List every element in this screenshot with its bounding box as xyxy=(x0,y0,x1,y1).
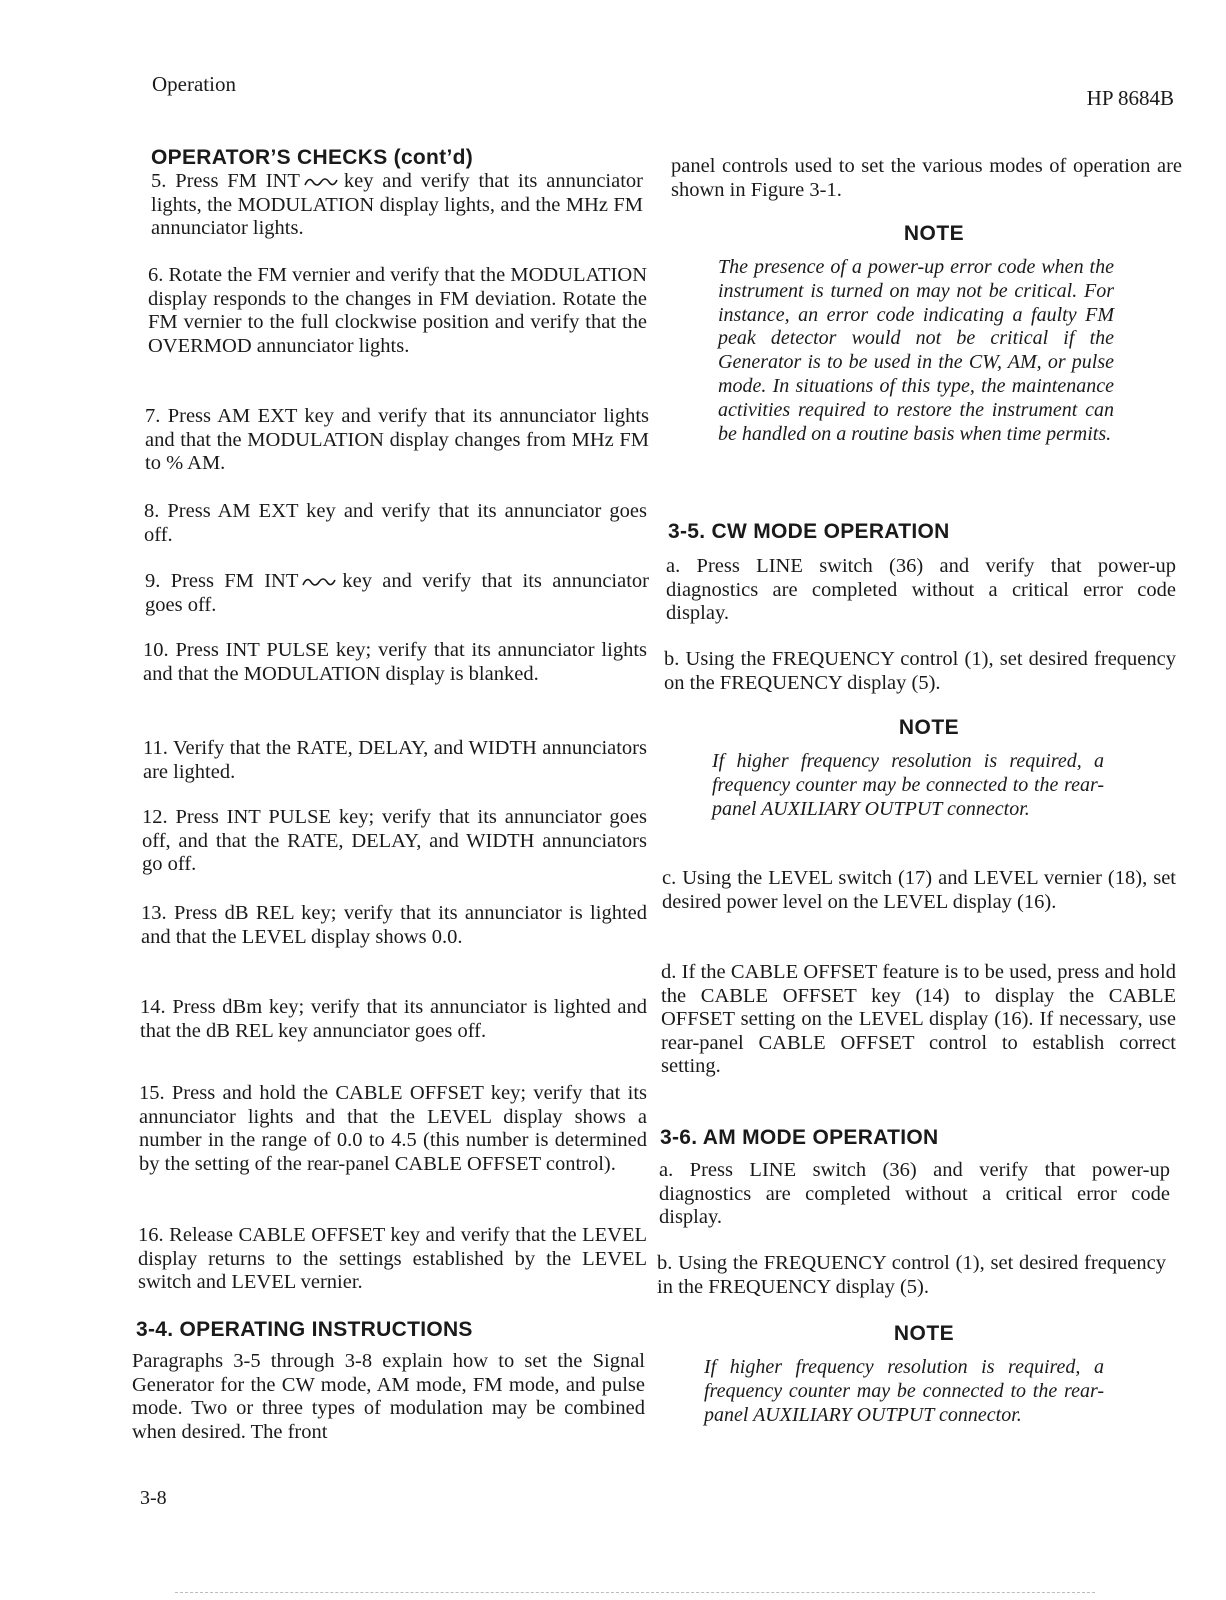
step-9-rest: key and verify that its annunciator goes off. xyxy=(145,570,649,616)
page-number: 3-8 xyxy=(140,1487,167,1509)
step-13: 13. Press dB REL key; verify that its annunciator is lighted and that the LEVEL display shows 0.0. xyxy=(141,902,647,948)
operating-instructions-paragraph: Paragraphs 3-5 through 3-8 explain how to set the Signal Generator for the CW mode, AM mode, FM mode, and pulse mode. Two or three types of modulation may be combined when desired. The front xyxy=(132,1350,645,1443)
note-2-body: If higher frequency resolution is required, a frequency counter may be connected to the rear-panel AUXILIARY OUTPUT connector. xyxy=(712,750,1104,820)
running-header-section: Operation xyxy=(152,72,236,96)
step-7: 7. Press AM EXT key and verify that its annunciator lights and that the MODULATION display changes from MHz FM to % AM. xyxy=(145,405,649,474)
step-5 xyxy=(151,170,643,241)
step-6: 6. Rotate the FM vernier and verify that the MODULATION display responds to the changes in FM deviation. Rotate the FM vernier to the full clockwise position and verify that the OVERMOD annunciator lights. xyxy=(148,264,647,357)
cw-step-b: b. Using the FREQUENCY control (1), set desired frequency on the FREQUENCY display (5). xyxy=(664,648,1176,694)
cw-step-a: a. Press LINE switch (36) and verify that power-up diagnostics are completed without a critical error code display. xyxy=(666,555,1176,624)
step-12: 12. Press INT PULSE key; verify that its annunciator goes off, and that the RATE, DELAY, and WIDTH annunciators go off. xyxy=(142,806,647,875)
note-3-title: NOTE xyxy=(893,1322,955,1345)
cw-step-d: d. If the CABLE OFFSET feature is to be used, press and hold the CABLE OFFSET key (14) to display the CABLE OFFSET setting on the LEVEL display (16). If necessary, use rear-panel CABLE OFFSET control to establish correct setting. xyxy=(661,961,1176,1077)
running-header-model: HP 8684B xyxy=(1086,86,1174,110)
am-mode-heading: 3-6. AM MODE OPERATION xyxy=(660,1126,939,1149)
note-1-title: NOTE xyxy=(903,222,965,245)
sine-wave-icon xyxy=(304,175,340,189)
note-3-body: If higher frequency resolution is required, a frequency counter may be connected to the rear-panel AUXILIARY OUTPUT connector. xyxy=(704,1356,1104,1426)
step-14: 14. Press dBm key; verify that its annunciator is lighted and that the dB REL key annunciator goes off. xyxy=(140,996,647,1042)
figure-reference-paragraph: panel controls used to set the various modes of operation are shown in Figure 3-1. xyxy=(671,155,1182,201)
note-2-title: NOTE xyxy=(898,716,960,739)
sine-wave-icon xyxy=(302,575,338,589)
step-16: 16. Release CABLE OFFSET key and verify that the LEVEL display returns to the settings established by the LEVEL switch and LEVEL vernier. xyxy=(138,1224,647,1293)
cw-mode-heading: 3-5. CW MODE OPERATION xyxy=(668,520,950,543)
operating-instructions-heading: 3-4. OPERATING INSTRUCTIONS xyxy=(136,1318,473,1341)
note-1-body: The presence of a power-up error code when the instrument is turned on may not be critical. For instance, an error code indicating a faulty FM peak detector would not be critical if the Generator is to be used in the CW, AM, or pulse mode. In situations of this type, the maintenance activities required to restore the instrument can be handled on a routine basis when time permits. xyxy=(718,256,1114,445)
step-9-lead: 9. Press FM INT xyxy=(145,570,299,592)
cw-step-c: c. Using the LEVEL switch (17) and LEVEL vernier (18), set desired power level on the LEVEL display (16). xyxy=(662,867,1176,913)
step-9 xyxy=(145,570,649,617)
am-step-b: b. Using the FREQUENCY control (1), set desired frequency in the FREQUENCY display (5). xyxy=(657,1252,1166,1298)
scan-edge-rule xyxy=(175,1592,1095,1593)
step-5-lead: 5. Press FM INT xyxy=(151,170,300,192)
step-10: 10. Press INT PULSE key; verify that its annunciator lights and that the MODULATION display is blanked. xyxy=(143,639,647,685)
operators-checks-heading: OPERATOR’S CHECKS (cont’d) xyxy=(151,146,474,169)
step-8: 8. Press AM EXT key and verify that its annunciator goes off. xyxy=(144,500,647,546)
step-5-rest: key and verify that its annunciator lights, the MODULATION display lights, and the MHz FM annunciator lights. xyxy=(151,170,643,239)
step-11: 11. Verify that the RATE, DELAY, and WIDTH annunciators are lighted. xyxy=(143,737,647,783)
step-15: 15. Press and hold the CABLE OFFSET key; verify that its annunciator lights and that the LEVEL display shows a number in the range of 0.0 to 4.5 (this number is determined by the setting of the rear-panel CABLE OFFSET control). xyxy=(139,1082,647,1175)
am-step-a: a. Press LINE switch (36) and verify that power-up diagnostics are completed without a critical error code display. xyxy=(659,1159,1170,1228)
